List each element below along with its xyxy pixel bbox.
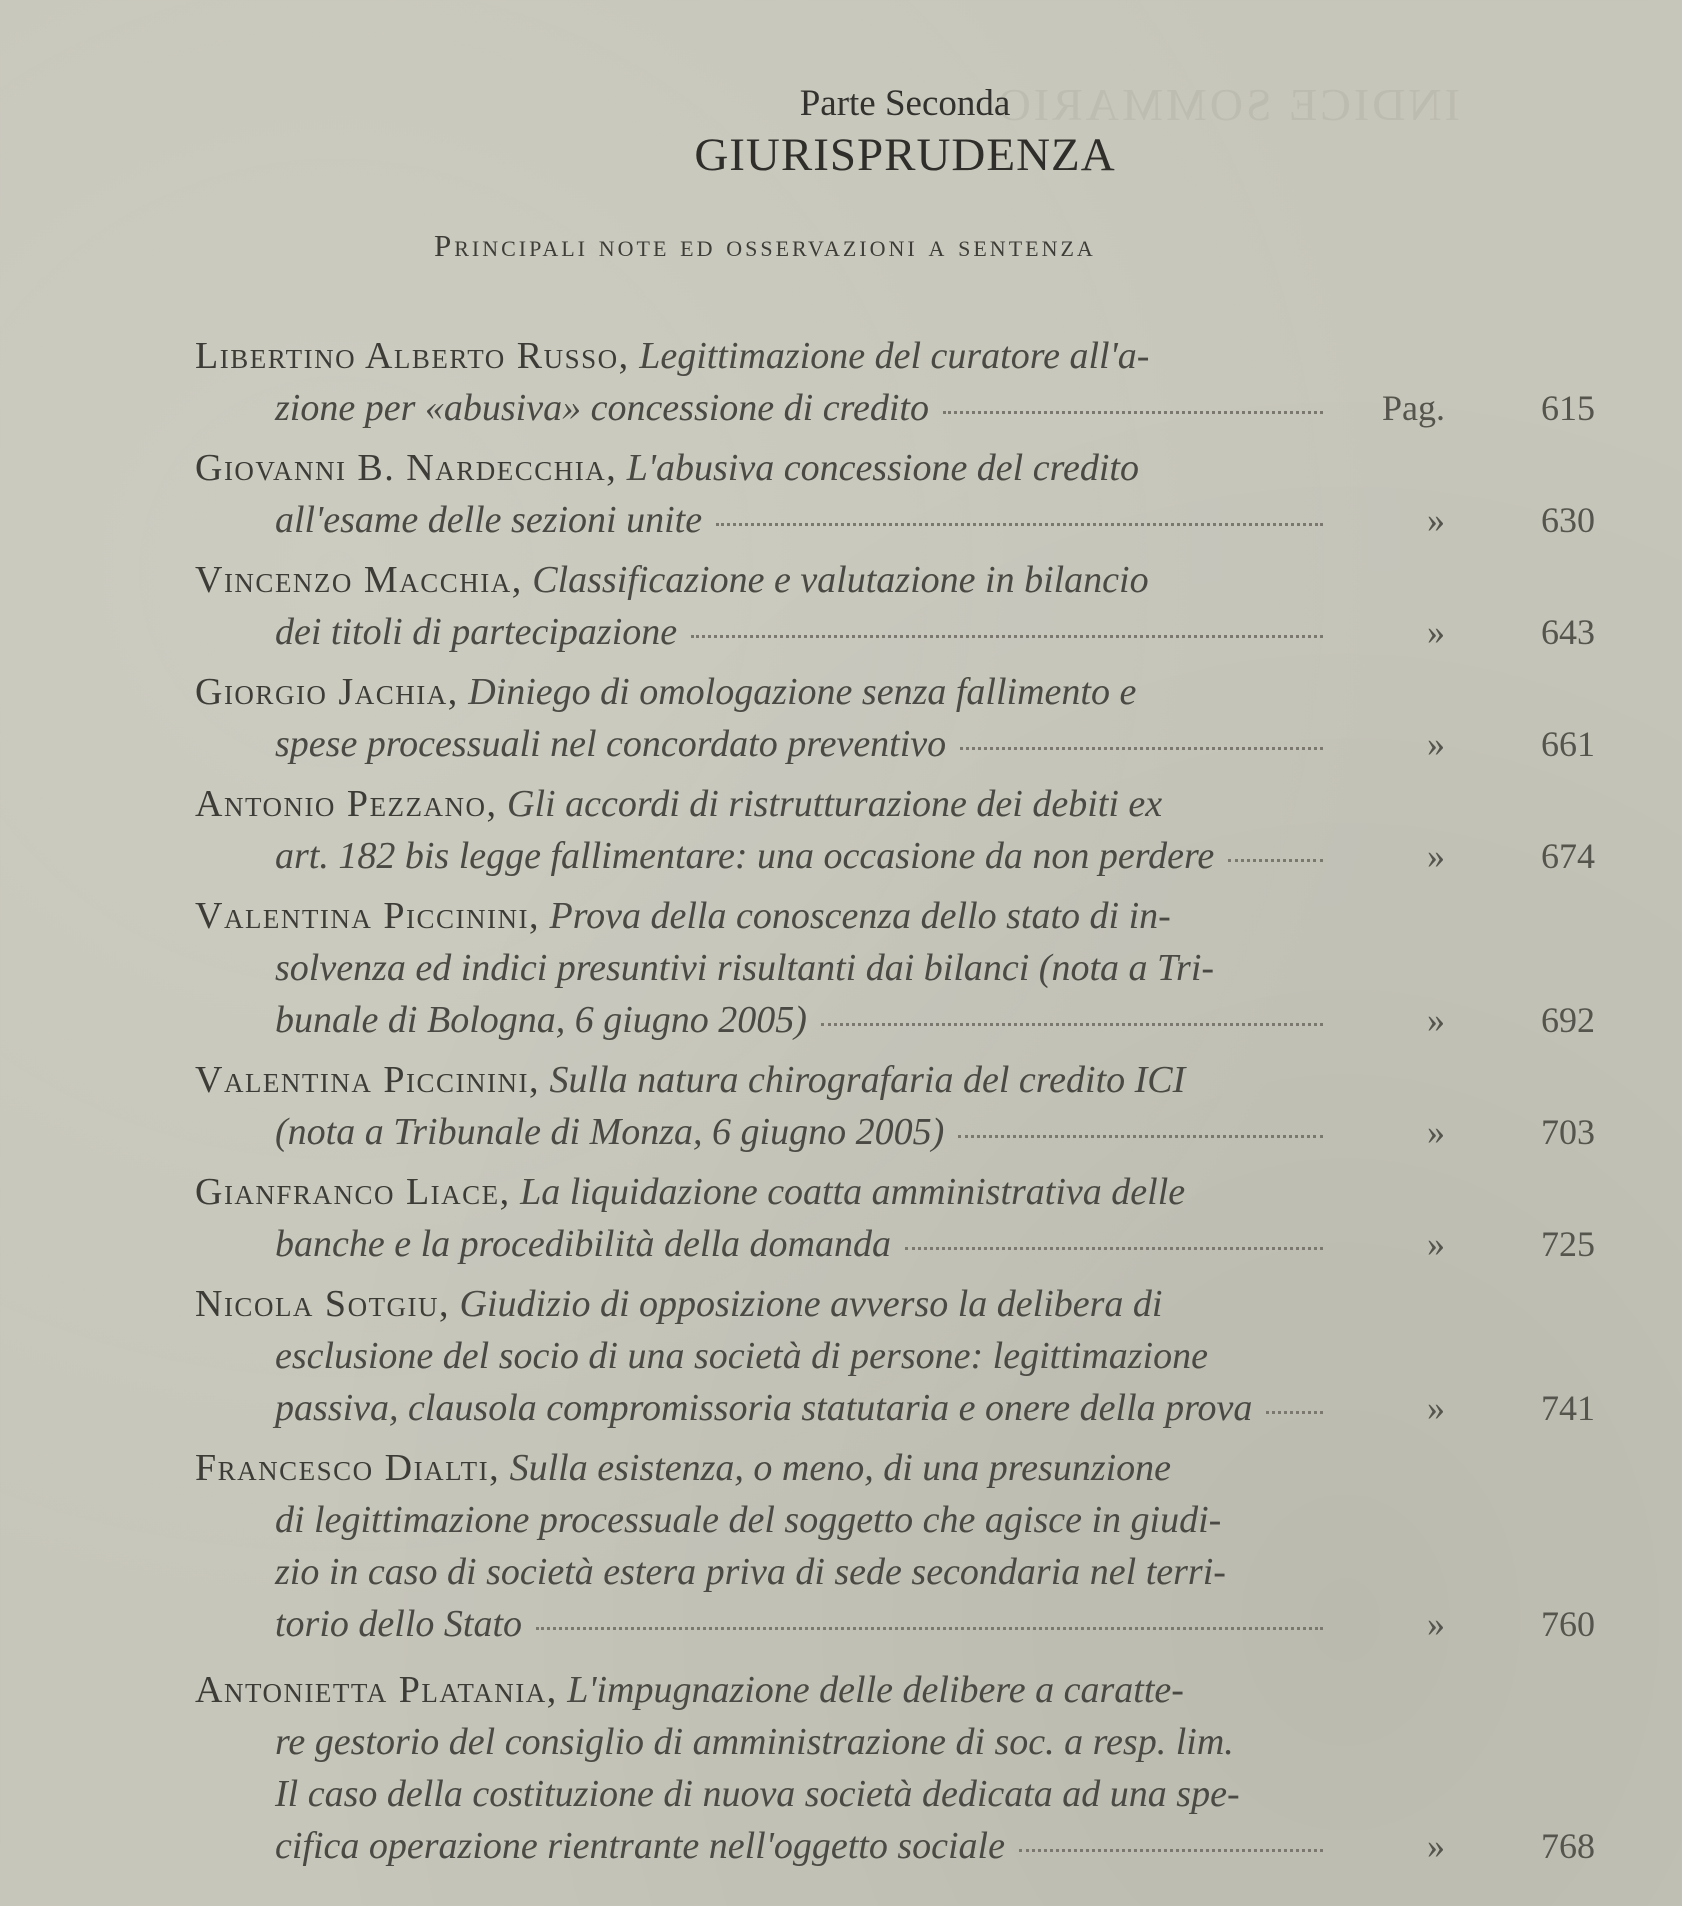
page-marker: » [1427,1112,1445,1152]
entry-title: Gli accordi di ristrutturazione dei debiti ex [507,783,1163,825]
leader-dots [960,747,1323,750]
toc-entry[interactable] [195,1278,1595,1434]
page-number: 760 [1541,1604,1595,1644]
entry-title-end: zione per «abusiva» concessione di credito [275,387,929,429]
section-title: GIURISPRUDENZA [694,129,1116,181]
page-marker: Pag. [1382,388,1445,428]
page-marker: » [1427,1388,1445,1428]
page-marker: » [1427,1826,1445,1866]
entry-author: Libertino Alberto Russo, [195,335,630,377]
toc-entry[interactable] [195,554,1595,658]
entry-author: Antonio Pezzano, [195,783,498,825]
page-number: 703 [1541,1112,1595,1152]
entry-title-end: bunale di Bologna, 6 giugno 2005) [275,999,807,1041]
page-number: 674 [1541,836,1595,876]
page-number: 630 [1541,500,1595,540]
toc-entry[interactable] [195,890,1595,1046]
entry-title: Legittimazione del curatore all'a- [639,335,1150,377]
entry-title: La liquidazione coatta amministrativa delle [520,1171,1186,1213]
page-marker: » [1427,612,1445,652]
page-marker: » [1427,1000,1445,1040]
entry-title-line: zio in caso di società estera priva di sede secondaria nel terri- [275,1551,1226,1593]
entry-title-end: art. 182 bis legge fallimentare: una occasione da non perdere [275,835,1215,877]
entry-author: Nicola Sotgiu, [195,1283,451,1325]
leader-dots [691,635,1323,638]
page-marker: » [1427,724,1445,764]
entry-title-line: esclusione del socio di una società di persone: legittimazione [275,1335,1208,1377]
entry-title-end: cifica operazione rientrante nell'oggetto sociale [275,1825,1005,1867]
entry-title-end: torio dello Stato [275,1603,522,1645]
entry-title-end: passiva, clausola compromissoria statutaria e onere della prova [275,1387,1253,1429]
leader-dots [1266,1411,1323,1414]
toc-entry[interactable] [195,1166,1595,1270]
entry-title-line: solvenza ed indici presuntivi risultanti dai bilanci (nota a Tri- [275,947,1215,989]
entry-title: Classificazione e valutazione in bilancio [532,559,1149,601]
toc-entry[interactable] [195,1054,1595,1158]
entry-title-end: all'esame delle sezioni unite [275,499,703,541]
leader-dots [943,411,1323,414]
entry-author: Gianfranco Liace, [195,1171,511,1213]
leader-dots [536,1627,1323,1630]
entry-title: Sulla natura chirografaria del credito ICI [549,1059,1186,1101]
toc-entry[interactable] [195,778,1595,882]
page-number: 643 [1541,612,1595,652]
entry-author: Francesco Dialti, [195,1447,501,1489]
page-number: 615 [1541,388,1595,428]
toc-entry[interactable] [195,1442,1595,1650]
entry-author: Antonietta Platania, [195,1669,558,1711]
entry-title: Diniego di omologazione senza fallimento e [468,671,1137,713]
page-number: 768 [1541,1826,1595,1866]
page-marker: » [1427,500,1445,540]
entry-title-line: re gestorio del consiglio di amministrazione di soc. a resp. lim. [275,1721,1234,1763]
entry-title-line: di legittimazione processuale del soggetto che agisce in giudi- [275,1499,1222,1541]
leader-dots [958,1135,1323,1138]
entry-title-end: (nota a Tribunale di Monza, 6 giugno 2005) [275,1111,945,1153]
entry-author: Giovanni B. Nardecchia, [195,447,618,489]
leader-dots [905,1247,1323,1250]
entry-author: Giorgio Jachia, [195,671,459,713]
entry-author: Valentina Piccinini, [195,895,541,937]
page-number: 741 [1541,1388,1595,1428]
toc-entry[interactable] [195,330,1595,434]
leader-dots [1019,1849,1323,1852]
part-label: Parte Seconda [799,83,1011,124]
entry-title-end: dei titoli di partecipazione [275,611,678,653]
leader-dots [1228,859,1323,862]
toc-entry[interactable] [195,1664,1595,1872]
page-number: 661 [1541,724,1595,764]
entry-title-line: Il caso della costituzione di nuova società dedicata ad una spe- [275,1773,1240,1815]
entry-title: L'impugnazione delle delibere a caratte- [567,1669,1184,1711]
entry-author: Valentina Piccinini, [195,1059,541,1101]
entry-title: Giudizio di opposizione avverso la delibera di [459,1283,1163,1325]
show-through-text: INDICE SOMMARIO [994,79,1460,130]
toc-entry[interactable] [195,442,1595,546]
entry-title: Sulla esistenza, o meno, di una presunzione [509,1447,1172,1489]
entry-title: L'abusiva concessione del credito [626,447,1139,489]
leader-dots [716,523,1323,526]
leader-dots [821,1023,1323,1026]
page-marker: » [1427,1604,1445,1644]
page-number: 725 [1541,1224,1595,1264]
entry-title-end: spese processuali nel concordato preventivo [275,723,947,765]
entry-title-end: banche e la procedibilità della domanda [275,1223,891,1265]
entry-title: Prova della conoscenza dello stato di in- [549,895,1171,937]
page-marker: » [1427,1224,1445,1264]
page-number: 692 [1541,1000,1595,1040]
subtitle: Principali note ed osservazioni a sentenza [434,228,1096,263]
toc-entry[interactable] [195,666,1595,770]
page-marker: » [1427,836,1445,876]
entry-author: Vincenzo Macchia, [195,559,523,601]
